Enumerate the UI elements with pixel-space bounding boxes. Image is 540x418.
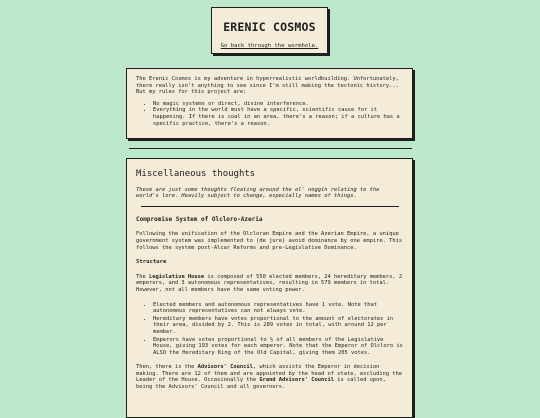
rules-list: [136, 101, 403, 127]
misc-divider: [141, 206, 399, 207]
voting-rule-item: • Hereditary members have votes proportional to the amount of electorates in their area, divided by 2. This is 289 votes in total, with around 12 per member.: [153, 316, 403, 336]
intro-paragraph: The Erenic Cosmos is my adventure in hyperrealistic worldbuilding. Unfortunately, there really isn't anything to see since I'm still making the tectonic history... But my rules for this project are:: [136, 76, 399, 96]
misc-intro: These are just some thoughts floating around the ol' noggin relating to the world's lore. Heavily subject to change, especially names of things.: [136, 186, 380, 200]
title-box: [211, 7, 328, 54]
text-span: The: [136, 273, 149, 280]
back-link[interactable]: Go back through the wormhole.: [220, 43, 319, 49]
advisors-council-term: Advisors' Council: [197, 364, 253, 371]
text-span: , which assists the Emperor in decision making. There are 12 of them and are appointed by the head of state, excluding the Leader of the House. Occasionally the: [136, 364, 403, 384]
legislative-paragraph: [136, 274, 403, 294]
legislative-house-term: Legislative House: [148, 273, 205, 280]
section-title: Compromise System of Olcloro-Azeria: [136, 215, 263, 223]
text-span: Then, there is the: [136, 364, 198, 371]
site-title: ERENIC COSMOS: [223, 20, 316, 34]
grand-advisors-council-term: Grand Advisors' Council: [259, 377, 334, 384]
text-span: is composed of 550 elected members, 24 hereditary members, 2 emperors, and 3 autonomous representatives, resulting in 579 members in total. However, not all members have the same voting power.: [136, 273, 403, 293]
rule-item: • No magic systems or direct, divine interference.: [153, 101, 403, 108]
text-span: is called upon, being the Advisors' Council and all governors.: [136, 377, 386, 391]
divider: [129, 148, 412, 149]
voting-rules-list: [136, 302, 403, 357]
intro-box: [126, 68, 413, 139]
misc-box: [126, 158, 413, 418]
misc-title: Miscellaneous thoughts: [136, 169, 256, 179]
council-paragraph: [136, 364, 403, 390]
structure-heading: Structure: [136, 259, 167, 266]
rule-item: • Everything in the world must have a specific, scientific cause for it happening. If there is coal in an area, there's a reason; if a culture has a specific practice, there's a reason.: [153, 107, 403, 127]
voting-rule-item: • Emperors have votes proportional to ½ of all members of the Legislative House, giving 193 votes for each emperor. Note that the Emperor of Olcloro is ALSO the Hereditary King of the Old Capital, giving them 205 votes.: [153, 337, 403, 357]
voting-rule-item: • Elected members and autonomous representatives have 1 vote. Note that autonomous representatives can not always vote.: [153, 302, 403, 315]
section-paragraph: Following the unification of the Olcloran Empire and the Azerian Empire, a unique government system was implemented to (de jure) avoid dominance by one empire. This follows the system post-Alcar Reforms and pre-Legislative Dominance.: [136, 231, 403, 251]
